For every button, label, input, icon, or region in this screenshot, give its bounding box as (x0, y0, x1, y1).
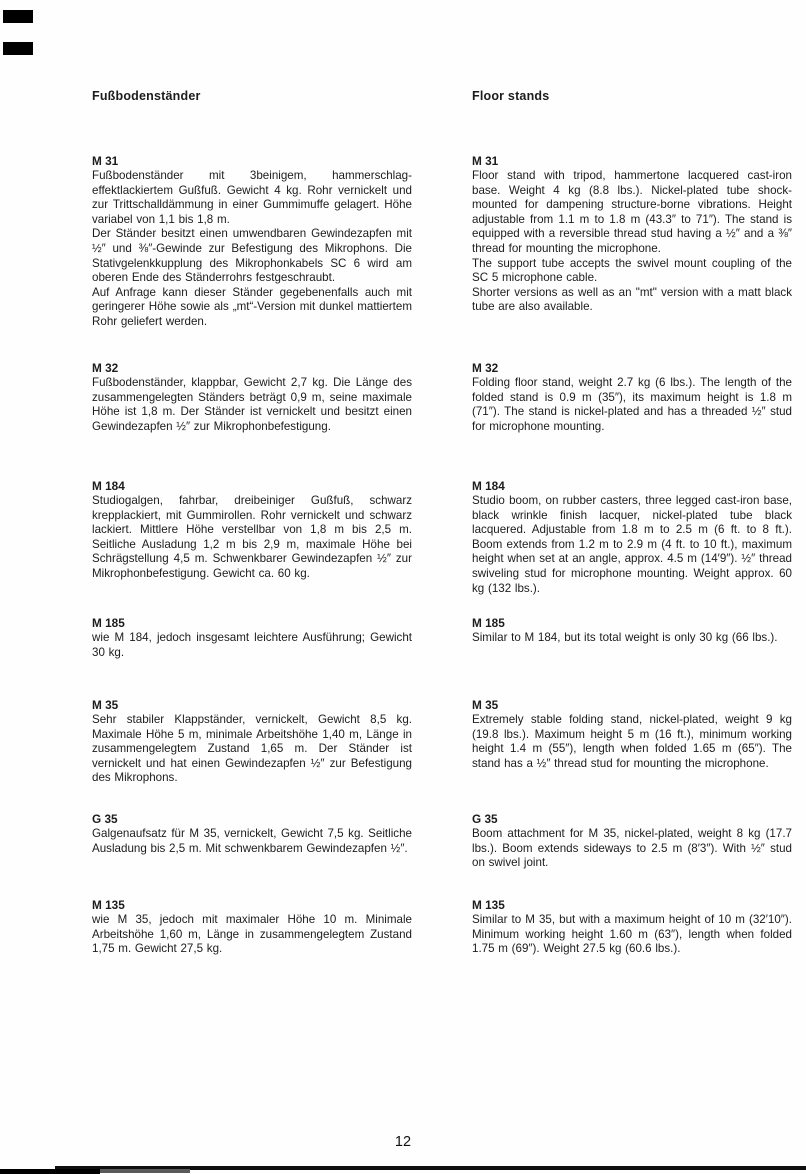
section-row-m31 (92, 154, 792, 330)
section-body (472, 827, 792, 871)
section-heading: M 135 (92, 898, 125, 912)
section-body (472, 169, 792, 315)
column-header-de: Fußbodenständer (92, 89, 201, 103)
column-header-en: Floor stands (472, 89, 550, 103)
section-m135-en (472, 898, 792, 957)
crop-mark-top-1 (3, 10, 33, 23)
section-body (472, 631, 792, 646)
bottom-edge-mark-grey (100, 1169, 190, 1173)
section-body (92, 169, 412, 330)
section-heading: M 31 (472, 154, 499, 168)
section-heading: M 185 (92, 616, 125, 630)
section-heading: M 185 (472, 616, 505, 630)
section-m35-de (92, 698, 412, 786)
section-row-g35 (92, 812, 792, 871)
section-heading: M 32 (472, 361, 499, 375)
section-row-m32 (92, 361, 792, 434)
paragraph: Sehr stabiler Klappständer, vernickelt, Gewicht 8,5 kg. Maximale Höhe 5 m, minimale Arbeitshöhe 1,40 m, Länge in zusammengelegtem Zustand 1,65 m. Der Ständer ist vernickelt und hat einen Gewindezapfen ½″ zur Befestigung des Mikrophons. (92, 713, 412, 785)
crop-mark-top-2 (3, 42, 33, 55)
section-body (472, 713, 792, 771)
paragraph: Fußbodenständer mit 3beinigem, hammerschlageffektlackiertem Gußfuß. Gewicht 4 kg. Rohr vernickelt und zur Trittschalldämmung in einer Gummimuffe gelagert. Höhe variabel von 1,1 bis 1,8 m. (92, 169, 412, 226)
paragraph: Studiogalgen, fahrbar, dreibeiniger Gußfuß, schwarz krepplackiert, mit Gummirollen. Rohr vernickelt und schwarz lackiert. Mittlere Höhe verstellbar von 1,8 m bis 2,5 m. Seitliche Ausladung 1,2 m bis 2,9 m, maximale Höhe bei Schrägstellung 4,5 m. Schwenkbarer Gewindezapfen ½″ zur Mikrophonbefestigung. Gewicht ca. 60 kg. (92, 494, 412, 580)
section-m185-en (472, 616, 792, 660)
section-heading: M 184 (92, 479, 125, 493)
section-row-m185 (92, 616, 792, 660)
section-row-m35 (92, 698, 792, 786)
section-row-m135 (92, 898, 792, 957)
paragraph: Similar to M 184, but its total weight is only 30 kg (66 lbs.). (472, 631, 778, 644)
section-body (92, 713, 412, 786)
section-heading: M 32 (92, 361, 119, 375)
paragraph: Studio boom, on rubber casters, three legged cast-iron base, black wrinkle finish lacquer, nickel-plated tube black lacquered. Adjustable from 1.8 m to 2.5 m (6 ft. to 8 ft.). Boom extends from 1.2 m to 2.9 m (4 ft. to 10 ft.), maximum height when set at an angle, approx. 4.5 m (14′9″). ½″ thread swiveling stud for microphone mounting. Weight approx. 60 kg (132 lbs.). (472, 494, 792, 595)
paragraph: Der Ständer besitzt einen umwendbaren Gewindezapfen mit ½″ und ⅜″-Gewinde zur Befestigung des Mikrophons. Die Stativgelenkkupplung des Mikrophonkabels SC 6 wird am oberen Ende des Ständerrohrs festgeschraubt. (92, 227, 412, 285)
section-m32-en (472, 361, 792, 434)
section-g35-de (92, 812, 412, 871)
section-body (472, 913, 792, 957)
section-m184-en (472, 479, 792, 596)
paragraph: Shorter versions as well as an "mt" version with a matt black tube are also available. (472, 285, 792, 314)
paragraph: Floor stand with tripod, hammertone lacquered cast-iron base. Weight 4 kg (8.8 lbs.). Nickel-plated tube shock-mounted for dampening structure-borne vibrations. Height adjustable from 1.1 m to 1.8 m (43.3″ to 71″). The stand is equipped with a reversible thread stud having a ½″ and a ⅜″ thread for mounting the microphone. (472, 169, 792, 255)
bottom-edge-mark-dark (0, 1169, 100, 1174)
paragraph: The support tube accepts the swivel mount coupling of the SC 5 microphone cable. (472, 256, 792, 285)
section-body (92, 913, 412, 957)
section-heading: M 135 (472, 898, 505, 912)
section-m135-de (92, 898, 412, 957)
section-body (92, 494, 412, 582)
section-m31-en (472, 154, 792, 330)
section-heading: M 31 (92, 154, 119, 168)
paragraph: wie M 184, jedoch insgesamt leichtere Ausführung; Gewicht 30 kg. (92, 631, 412, 659)
section-heading: G 35 (472, 812, 498, 826)
section-m32-de (92, 361, 412, 434)
section-body (472, 494, 792, 596)
section-m184-de (92, 479, 412, 596)
section-body (92, 827, 412, 856)
column-header-row (92, 89, 792, 103)
paragraph: Folding floor stand, weight 2.7 kg (6 lbs.). The length of the folded stand is 0.9 m (35″), its maximum height is 1.8 m (71″). The stand is nickel-plated and has a threaded ½″ stud for microphone mounting. (472, 376, 792, 433)
paragraph: Galgenaufsatz für M 35, vernickelt, Gewicht 7,5 kg. Seitliche Ausladung bis 2,5 m. Mit schwenkbarem Gewindezapfen ½″. (92, 827, 412, 855)
section-heading: G 35 (92, 812, 118, 826)
paragraph: Auf Anfrage kann dieser Ständer gegebenenfalls auch mit geringerer Höhe sowie als „mt“-Version mit dunkel mattiertem Rohr geliefert werden. (92, 285, 412, 328)
paragraph: Similar to M 35, but with a maximum height of 10 m (32′10″). Minimum working height 1.60 m (63″), length when folded 1.75 m (69″). Weight 27.5 kg (60.6 lbs.). (472, 913, 792, 956)
paragraph: Fußbodenständer, klappbar, Gewicht 2,7 kg. Die Länge des zusammengelegten Ständers beträgt 0,9 m, seine maximale Höhe ist 1,8 m. Der Ständer ist vernickelt und besitzt einen Gewindezapfen ½″ zur Mikrophonbefestigung. (92, 376, 412, 433)
page-number: 12 (394, 1134, 412, 1150)
section-g35-en (472, 812, 792, 871)
paragraph: Extremely stable folding stand, nickel-plated, weight 9 kg (19.8 lbs.). Maximum height 5 m (16 ft.), minimum working height 1.4 m (55″), length when folded 1.65 m (65″). The stand has a ½″ thread stud for mounting the microphone. (472, 713, 792, 770)
section-row-m184 (92, 479, 792, 596)
section-body (472, 376, 792, 434)
section-m31-de (92, 154, 412, 330)
section-body (92, 376, 412, 434)
section-heading: M 35 (472, 698, 499, 712)
section-body (92, 631, 412, 660)
section-m185-de (92, 616, 412, 660)
section-heading: M 35 (92, 698, 119, 712)
paragraph: Boom attachment for M 35, nickel-plated, weight 8 kg (17.7 lbs.). Boom extends sideways to 2.5 m (8′3″). With ½″ stud on swivel joint. (472, 827, 792, 870)
section-m35-en (472, 698, 792, 786)
paragraph: wie M 35, jedoch mit maximaler Höhe 10 m. Minimale Arbeitshöhe 1,60 m, Länge in zusammengelegtem Zustand 1,75 m. Gewicht 27,5 kg. (92, 913, 412, 956)
section-heading: M 184 (472, 479, 505, 493)
